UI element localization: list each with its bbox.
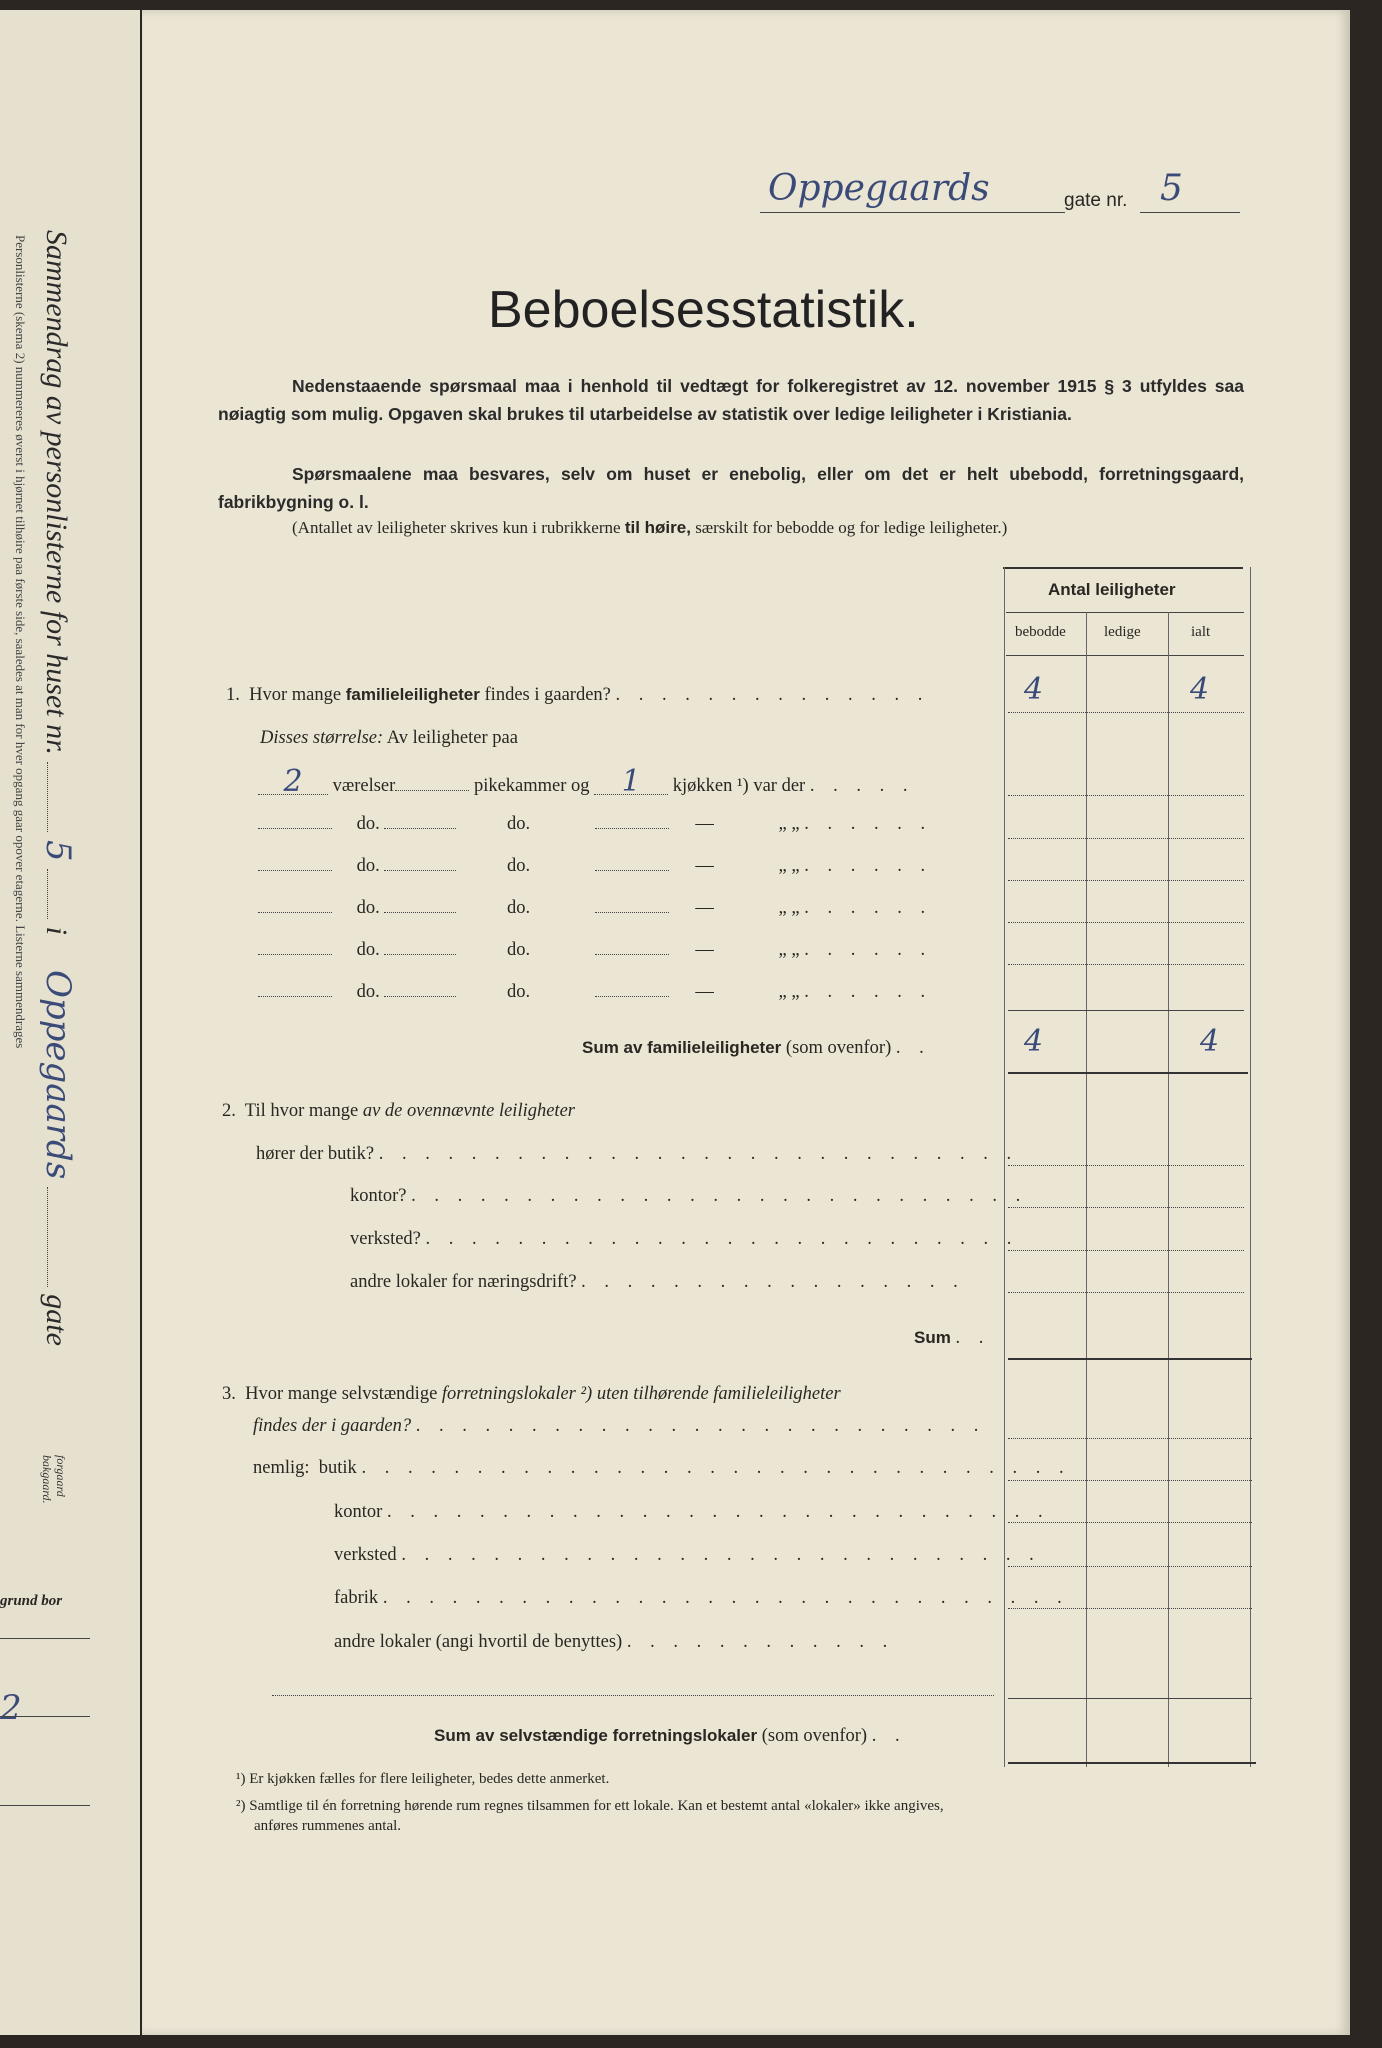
page-title: Beboelsesstatistik. (488, 281, 919, 339)
intro-paragraph-1: Nedenstaaende spørsmaal maa i henhold til vedtægt for folkeregistret av 12. november 1915 § 3 utfyldes saa nøiagtig som mulig. Opgaven skal brukes til utarbeidelse av statistik over ledige leiligheter i Kristiania. (218, 376, 1244, 424)
margin-forgaard-text: forgaard (54, 1455, 68, 1497)
intro-p3-b: til høire, (624, 518, 691, 537)
q3-kontor: kontor (334, 1502, 383, 1522)
left-page-strip (0, 10, 140, 2035)
margin-gate: gate (40, 1294, 73, 1346)
q1-text-b: familieleiligheter (345, 685, 480, 704)
q2-kontor-line: kontor? . . . . . . . . . . . . . . . . . . . . . . . . . . . (350, 1186, 1028, 1206)
q3-sum-a: Sum av selvstændige forretningslokaler (434, 1726, 758, 1745)
q1-rooms-value: 2 (258, 770, 328, 795)
header-number-line (1140, 212, 1240, 213)
dash-2: — (695, 856, 714, 876)
q3-blank-line (272, 1695, 994, 1696)
table-vline-3 (1168, 612, 1169, 1767)
ditto-4: „ „ (778, 940, 800, 960)
row-line-b (1008, 838, 1244, 839)
q1-text-a: Hvor mange (249, 685, 342, 705)
footnote-2a: ²) Samtlige til én forretning hørende rum regnes tilsammen for ett lokale. Kan et bestemt antal «lokaler» ikke angives, (236, 1798, 944, 1814)
q3-text-d: findes der i gaarden? (253, 1416, 412, 1436)
ditto-5: „ „ (778, 982, 800, 1002)
margin-bakgaard-text: bakgaard. (40, 1455, 54, 1504)
q1-number: 1. (226, 685, 240, 705)
row-line-c (1008, 880, 1244, 881)
q2-text-a: Til hvor mange (244, 1101, 359, 1121)
q2-number: 2. (222, 1101, 236, 1121)
q3-line (222, 1382, 841, 1406)
intro-p3-c: særskilt for bebodde og for ledige leiligheter.) (695, 518, 1008, 537)
q3-fabrik-line: fabrik . . . . . . . . . . . . . . . . . . . . . . . . . . . . . . (334, 1588, 1069, 1608)
ditto-3: „ „ (778, 898, 800, 918)
do-4b: do. (507, 940, 531, 960)
q3-sum-b: (som ovenfor) (761, 1726, 868, 1746)
q1-size-line (260, 726, 518, 750)
row-line-q2c (1008, 1250, 1244, 1251)
row-line-f (1008, 1010, 1244, 1011)
do-row-5: do. do. — „ „ . . . . . . (258, 980, 932, 1004)
q2-andre-line: andre lokaler for næringsdrift? . . . . . . . . . . . . . . . . . (350, 1272, 965, 1292)
dash-5: — (695, 982, 714, 1002)
margin-instructions: Personlisterne (skema 2) nummereres øverst i hjørnet tilhøire paa første side, saaledes at man for hver opgang gaar opover etagerne. Listerne sammendrages (13, 235, 28, 1049)
q3-text-b: forretningslokaler ²) (441, 1384, 593, 1404)
margin-forgaard (40, 1455, 68, 1504)
row-line-q2d (1008, 1292, 1244, 1293)
q2-butik-line: hører der butik? . . . . . . . . . . . . . . . . . . . . . . . . . . . . (256, 1144, 1019, 1164)
ditto-2: „ „ (778, 856, 800, 876)
margin-hw-bottom: 2 (0, 1688, 22, 1728)
intro-paragraph-2: Spørsmaalene maa besvares, selv om huset er enebolig, eller om det er helt ubebodd, forretningsgaard, fabrikbygning o. l. (218, 464, 1244, 512)
q1-text-c: findes i gaarden? (484, 685, 611, 705)
row-line-q3a (1008, 1438, 1252, 1439)
row-line-q3d (1008, 1566, 1252, 1567)
margin-street-name: Oppegaards (38, 969, 78, 1180)
q2-line (222, 1099, 575, 1123)
row-line-q2a (1008, 1165, 1244, 1166)
do-1a: do. (356, 814, 380, 834)
q2-sum: Sum (914, 1328, 951, 1347)
do-2b: do. (507, 856, 531, 876)
q2-verksted-line: verksted? . . . . . . . . . . . . . . . . . . . . . . . . . . (350, 1229, 1019, 1249)
row-line-q2b (1008, 1207, 1244, 1208)
do-3a: do. (356, 898, 380, 918)
q2-verksted: verksted? (350, 1229, 421, 1249)
q1-sum-a: Sum av (582, 1038, 643, 1057)
do-3b: do. (507, 898, 531, 918)
q3-line-2: findes der i gaarden? . . . . . . . . . . . . . . . . . . . . . . . . . (253, 1416, 986, 1436)
q2-sum-line: Sum . . (914, 1328, 991, 1348)
do-5b: do. (507, 982, 531, 1002)
header-street-line (760, 212, 1065, 213)
row-line-sum2 (1008, 1358, 1252, 1360)
q2-butik: hører der butik? (256, 1144, 375, 1164)
q1-rooms-line: 2 værelser pikekammer og 1 kjøkken ¹) var der . . . . . (258, 770, 914, 798)
q3-sum-line: Sum av selvstændige forretningslokaler (som ovenfor) . . (434, 1726, 907, 1746)
intro-paragraph-3 (292, 518, 1007, 538)
table-top-rule (1003, 567, 1243, 569)
do-4a: do. (356, 940, 380, 960)
do-5a: do. (356, 982, 380, 1002)
table-header-bottom (1006, 655, 1244, 656)
table-header-rule (1006, 612, 1244, 613)
q1-vaerelser: værelser (332, 776, 396, 796)
q1-bebodde-value: 4 (1024, 672, 1044, 707)
q3-text-a: Hvor mange selvstændige (245, 1384, 438, 1404)
q1-sum-b: familieleiligheter (647, 1038, 782, 1057)
col-ledige: ledige (1104, 624, 1141, 640)
header-gate-label: gate nr. (1064, 190, 1128, 211)
q3-andre: andre lokaler (angi hvortil de benyttes) (334, 1632, 623, 1652)
q2-andre: andre lokaler for næringsdrift? (350, 1272, 577, 1292)
row-line-q3f (1008, 1698, 1252, 1699)
margin-rule (0, 1638, 90, 1639)
header-street: Oppegaards (768, 168, 990, 209)
q3-verksted: verksted (334, 1545, 397, 1565)
q3-verksted-line: verksted . . . . . . . . . . . . . . . . . . . . . . . . . . . . (334, 1545, 1041, 1565)
intro-p3-a: (Antallet av leiligheter skrives kun i rubrikkerne (292, 518, 621, 537)
do-row-3: do. do. — „ „ . . . . . . (258, 896, 932, 920)
margin-i: i (40, 926, 73, 935)
q2-kontor: kontor? (350, 1186, 407, 1206)
q1-size-label: Disses størrelse: (260, 728, 384, 748)
row-line-sum3 (1008, 1762, 1256, 1764)
margin-rule-3 (0, 1805, 90, 1806)
q1-line: 1. Hvor mange familieleiligheter findes i gaarden? . . . . . . . . . . . . . . (226, 685, 930, 705)
ditto-1: „ „ (778, 814, 800, 834)
dash-4: — (695, 940, 714, 960)
q2-text-b: av de ovennævnte leiligheter (362, 1101, 575, 1121)
q3-fabrik: fabrik (334, 1588, 379, 1608)
row-line-q1 (1008, 712, 1244, 713)
q1-sum-bebodde-value: 4 (1024, 1024, 1044, 1059)
table-vline-4 (1250, 567, 1251, 1767)
q1-kitchen-value: 1 (594, 770, 668, 795)
margin-rule-2 (0, 1716, 90, 1717)
q3-nemlig: nemlig: (253, 1458, 310, 1478)
row-line-q3b (1008, 1480, 1252, 1481)
q1-pikekammer: pikekammer og (473, 776, 590, 796)
q1-kjokken: kjøkken ¹) var der (672, 776, 806, 796)
col-bebodde: bebodde (1015, 624, 1066, 640)
do-1b: do. (507, 814, 531, 834)
do-row-1: do. do. — „ „ . . . . . . (258, 812, 932, 836)
q3-text-c: uten tilhørende familieleiligheter (596, 1384, 841, 1404)
row-line-e (1008, 964, 1244, 965)
margin-house-number: 5 (38, 839, 78, 862)
margin-grund-bor: grund bor (0, 1593, 63, 1609)
header-number: 5 (1160, 168, 1183, 209)
row-line-a (1008, 795, 1244, 796)
dash-1: — (695, 814, 714, 834)
q3-number: 3. (222, 1384, 236, 1404)
row-line-sum1 (1008, 1072, 1248, 1074)
footnote-1: ¹) Er kjøkken fælles for flere leiligheter, bedes dette anmerket. (236, 1771, 610, 1787)
q1-sum-ialt-value: 4 (1200, 1024, 1220, 1059)
margin-title (38, 230, 78, 1346)
q1-size-text: Av leiligheter paa (386, 728, 518, 748)
q3-andre-line: andre lokaler (angi hvortil de benyttes) . . . . . . . . . . . . (334, 1632, 895, 1652)
q1-sum-line: Sum av familieleiligheter (som ovenfor) . . (582, 1038, 931, 1058)
do-row-2: do. do. — „ „ . . . . . . (258, 854, 932, 878)
row-line-d (1008, 922, 1244, 923)
do-row-4: do. do. — „ „ . . . . . . (258, 938, 932, 962)
q1-ialt-value: 4 (1190, 672, 1210, 707)
margin-title-text: Sammendrag av personlisterne for huset nr. (40, 230, 73, 755)
dash-3: — (695, 898, 714, 918)
table-title: Antal leiligheter (1048, 580, 1176, 599)
q3-butik-line: nemlig: butik . . . . . . . . . . . . . . . . . . . . . . . . . . . . . . . (253, 1458, 1071, 1478)
q3-kontor-line: kontor . . . . . . . . . . . . . . . . . . . . . . . . . . . . . (334, 1502, 1050, 1522)
q1-sum-c: (som ovenfor) (785, 1038, 892, 1058)
footnote-2b: anføres rummenes antal. (254, 1818, 402, 1834)
col-ialt: ialt (1191, 624, 1211, 640)
q3-butik: butik (318, 1458, 357, 1478)
table-vline-2 (1086, 612, 1087, 1767)
do-2a: do. (356, 856, 380, 876)
